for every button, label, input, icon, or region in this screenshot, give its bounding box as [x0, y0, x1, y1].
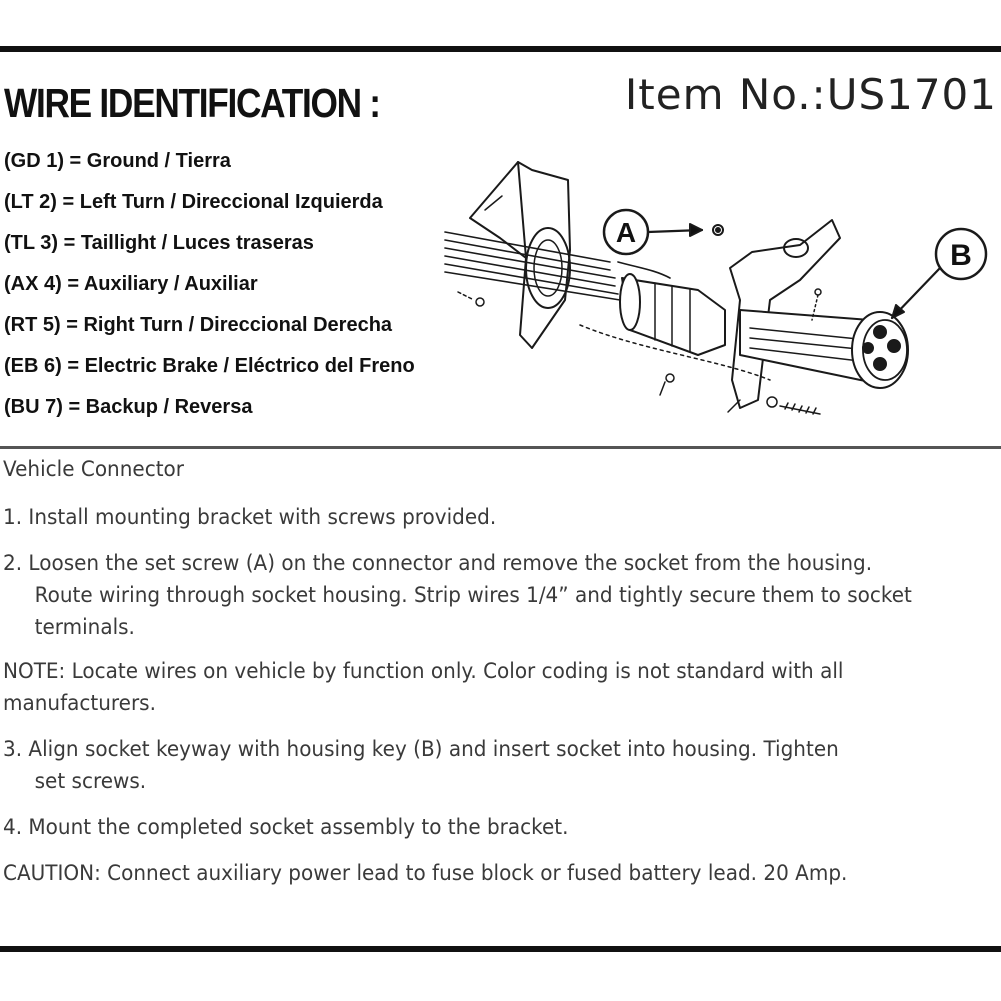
step-2-line-2: Route wiring through socket housing. Strip wires 1/4” and tightly secure them to socket: [34, 583, 912, 608]
step-3-line-2: set screws.: [34, 769, 147, 794]
callout-a: [604, 210, 702, 254]
note-line-2: manufacturers.: [3, 691, 156, 716]
wire-item-backup: (BU 7) = Backup / Reversa: [4, 396, 253, 418]
wire-item-electric-brake: (EB 6) = Electric Brake / Eléctrico del Freno: [4, 355, 415, 377]
bottom-rule: [0, 946, 1001, 952]
wire-item-left-turn: (LT 2) = Left Turn / Direccional Izquierda: [4, 191, 383, 213]
set-screw-a: [713, 225, 723, 235]
step-1: 1. Install mounting bracket with screws provided.: [3, 505, 497, 530]
connector-diagram: [440, 150, 1000, 440]
step-3-line-1: 3. Align socket keyway with housing key (B) and insert socket into housing. Tighten: [3, 737, 839, 762]
wire-item-auxiliary: (AX 4) = Auxiliary / Auxiliar: [4, 273, 258, 295]
socket-assembly-b: [740, 310, 908, 388]
step-4: 4. Mount the completed socket assembly to the bracket.: [3, 815, 569, 840]
installation-instructions: [3, 454, 993, 890]
page-title: WIRE IDENTIFICATION :: [4, 80, 380, 126]
note-line-1: NOTE: Locate wires on vehicle by function only. Color coding is not standard with all: [3, 659, 844, 684]
caution-text: CAUTION: Connect auxiliary power lead to fuse block or fused battery lead. 20 Amp.: [3, 861, 848, 886]
wire-identification-list: [4, 150, 415, 437]
item-number: Item No.:US1701: [624, 70, 997, 119]
callout-b-label: B: [950, 239, 972, 272]
callout-b: [892, 229, 986, 318]
wire-item-right-turn: (RT 5) = Right Turn / Direccional Derecha: [4, 314, 393, 336]
wire-item-taillight: (TL 3) = Taillight / Luces traseras: [4, 232, 314, 254]
section-heading: Vehicle Connector: [3, 457, 185, 482]
step-2-line-3: terminals.: [34, 615, 135, 640]
wire-item-ground: (GD 1) = Ground / Tierra: [4, 150, 231, 172]
middle-rule: [0, 446, 1001, 449]
step-2-line-1: 2. Loosen the set screw (A) on the connector and remove the socket from the housing.: [3, 551, 873, 576]
top-rule: [0, 46, 1001, 52]
callout-a-label: A: [615, 217, 637, 248]
